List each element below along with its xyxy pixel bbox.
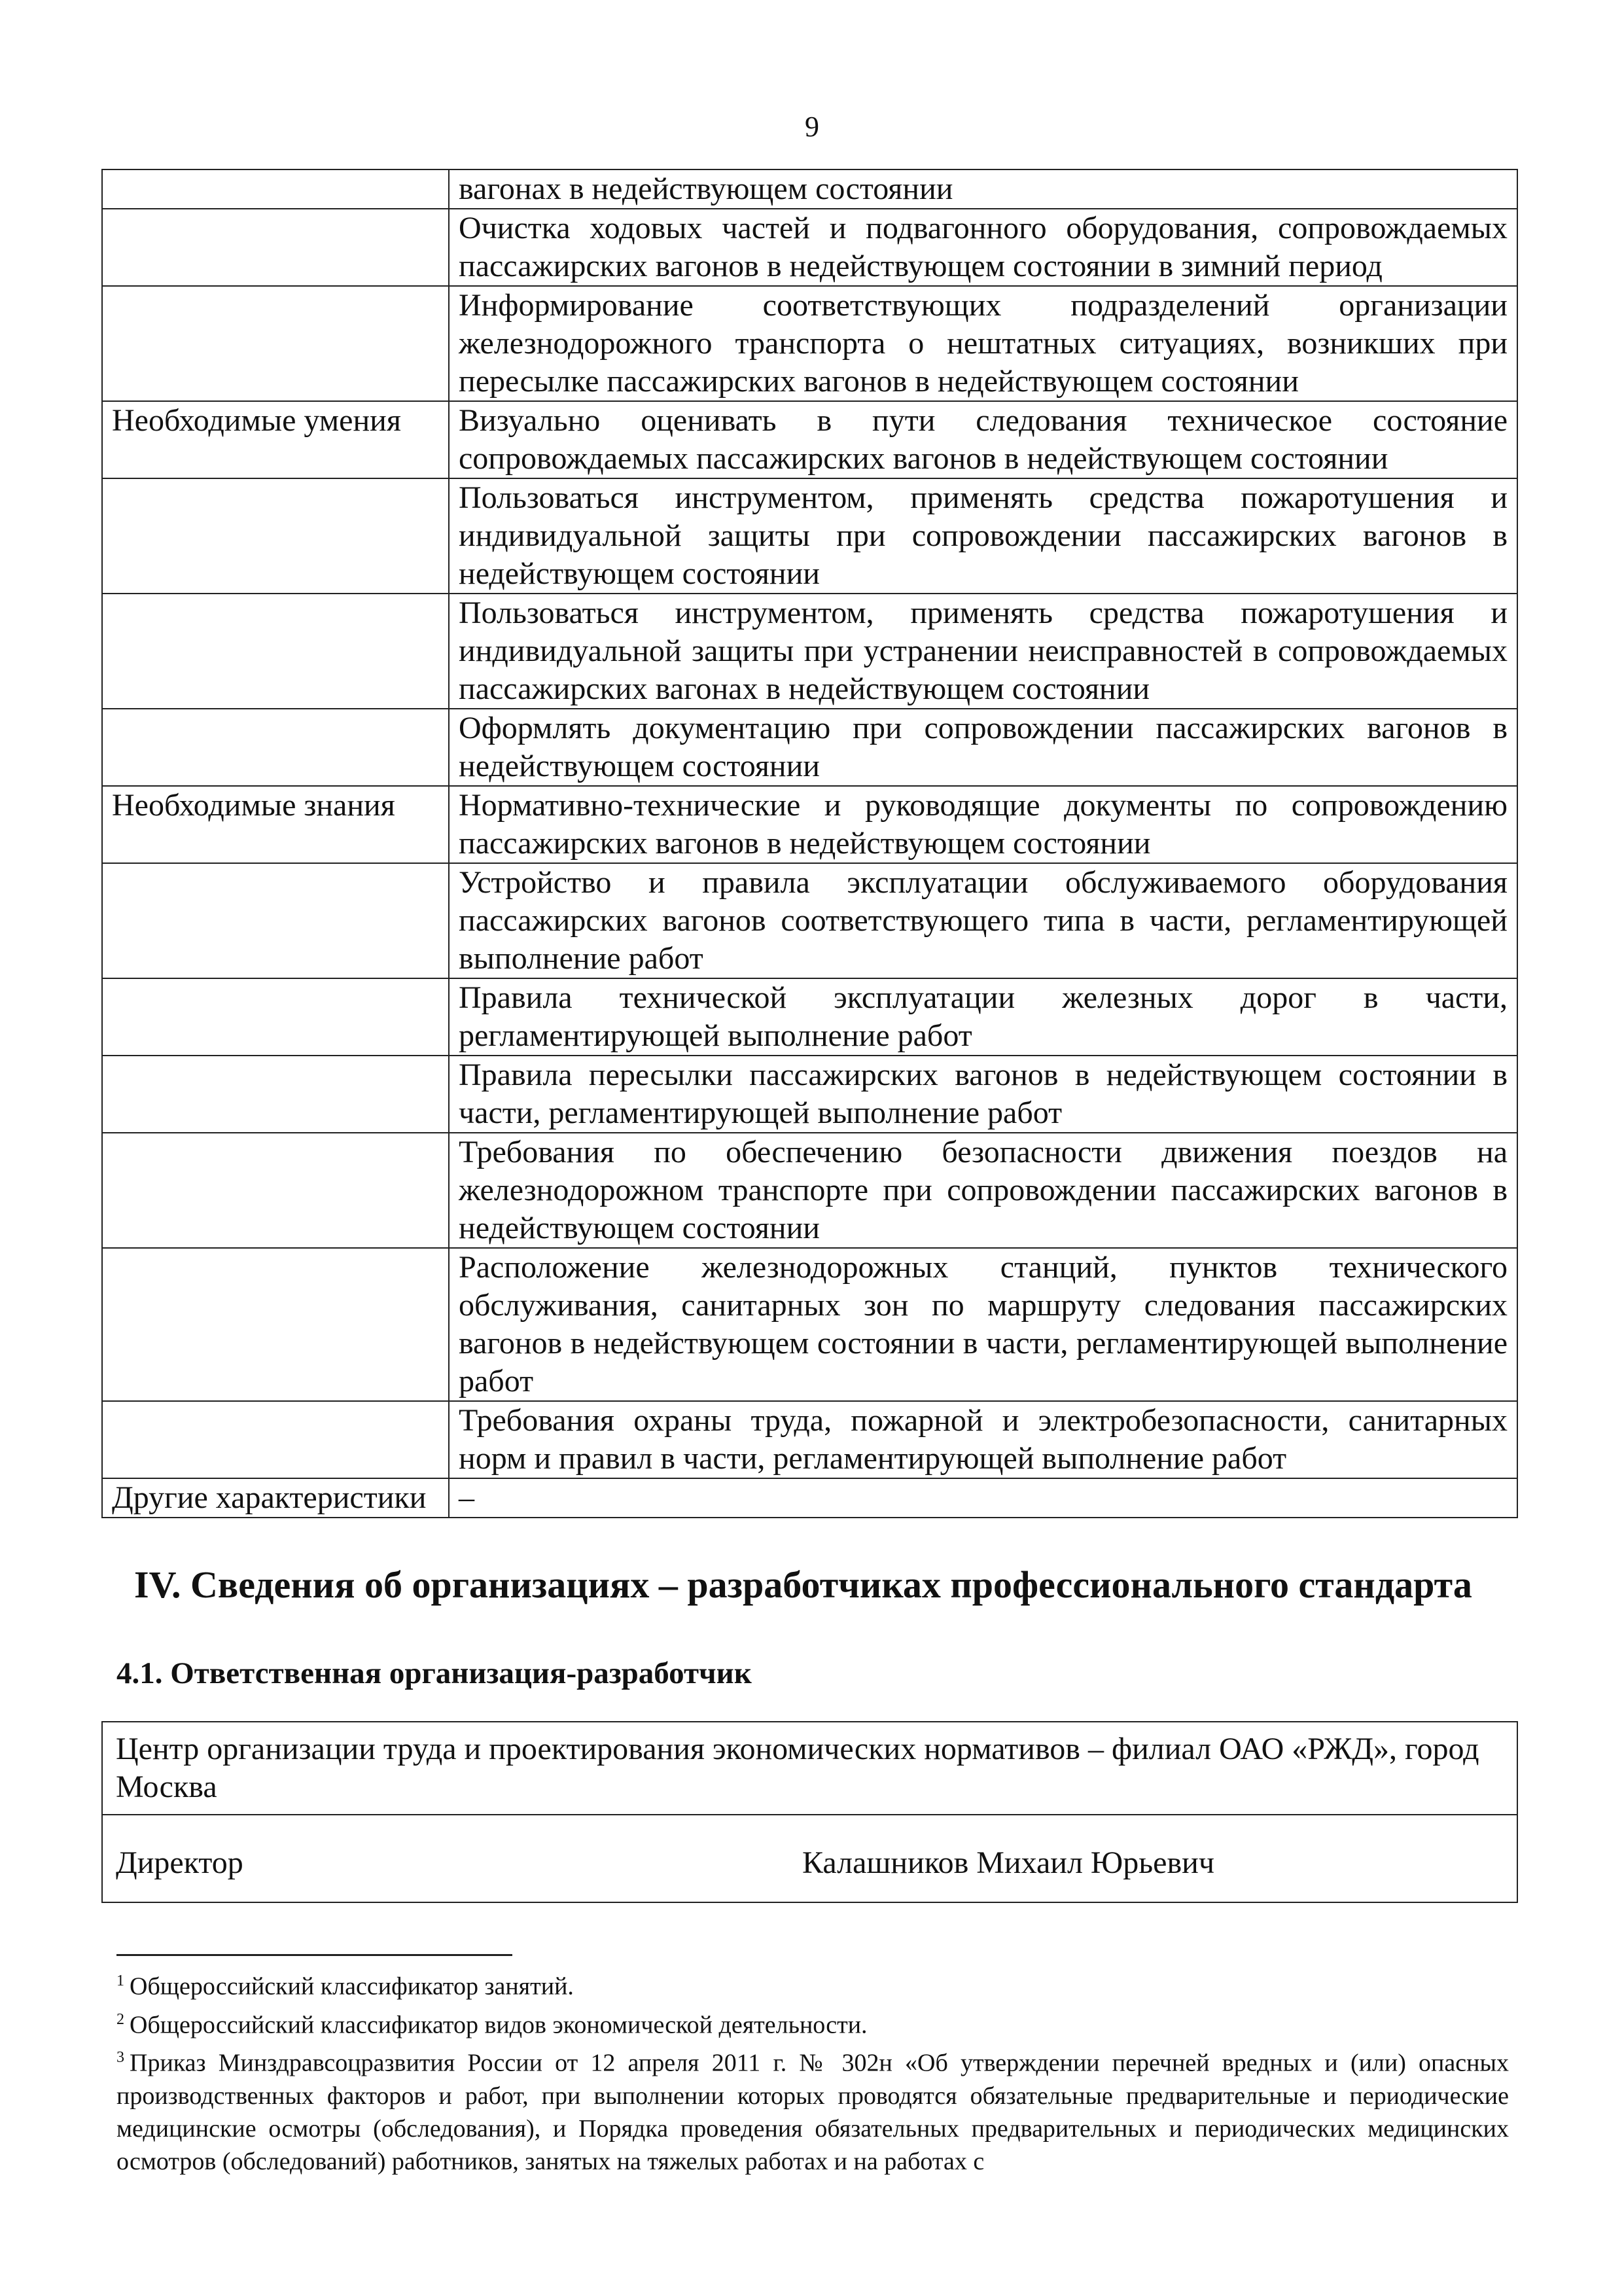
row-value: Требования охраны труда, пожарной и электробезопасности, санитарных норм и правил в части, регламентирующей выполнение работ xyxy=(449,1401,1517,1478)
row-label-skills: Необходимые умения xyxy=(102,401,449,478)
row-label xyxy=(102,1133,449,1248)
table-row xyxy=(102,286,1517,401)
table-row xyxy=(102,401,1517,478)
page-number: 9 xyxy=(805,111,819,143)
row-label xyxy=(102,209,449,286)
row-label-other: Другие характеристики xyxy=(102,1478,449,1518)
row-value: Визуально оценивать в пути следования техническое состояние сопровождаемых пассажирских вагонов в недействующем состоянии xyxy=(449,401,1517,478)
row-label xyxy=(102,478,449,594)
footnote-text: Общероссийский классификатор видов экономической деятельности. xyxy=(130,2011,868,2039)
row-label-knowledge: Необходимые знания xyxy=(102,786,449,863)
table-row xyxy=(102,209,1517,286)
footnotes xyxy=(116,1965,1509,2178)
table-row xyxy=(102,1815,1517,1902)
footnote-number: 1 xyxy=(116,1972,124,1989)
table-row xyxy=(102,1478,1517,1518)
row-value: Оформлять документацию при сопровождении пассажирских вагонов в недействующем состоянии xyxy=(449,709,1517,786)
subsection-heading: 4.1. Ответственная организация-разработчик xyxy=(116,1656,752,1690)
footnote-number: 3 xyxy=(116,2049,124,2067)
row-label xyxy=(102,709,449,786)
row-label xyxy=(102,1401,449,1478)
footnote-number: 2 xyxy=(116,2010,124,2028)
table-row xyxy=(102,786,1517,863)
table-row xyxy=(102,709,1517,786)
table-row xyxy=(102,478,1517,594)
organization-name: Центр организации труда и проектирования экономических нормативов – филиал ОАО «РЖД», город Москва xyxy=(102,1722,1517,1815)
row-value: – xyxy=(449,1478,1517,1518)
footnote-divider xyxy=(116,1954,512,1956)
footnote xyxy=(116,2003,1509,2042)
row-value: Пользоваться инструментом, применять средства пожаротушения и индивидуальной защиты при сопровождении пассажирских вагонов в недействующем состоянии xyxy=(449,478,1517,594)
director-cell xyxy=(102,1815,1517,1902)
row-label xyxy=(102,1248,449,1401)
director-title: Директор xyxy=(116,1845,243,1880)
footnote xyxy=(116,2041,1509,2178)
row-value: Информирование соответствующих подразделений организации железнодорожного транспорта о нештатных ситуациях, возникших при пересылке пассажирских вагонов в недействующем состоянии xyxy=(449,286,1517,401)
table-row xyxy=(102,1056,1517,1133)
row-label xyxy=(102,978,449,1056)
row-label xyxy=(102,169,449,209)
row-value: Устройство и правила эксплуатации обслуживаемого оборудования пассажирских вагонов соответствующего типа в части, регламентирующей выполнение работ xyxy=(449,863,1517,978)
table-row xyxy=(102,1133,1517,1248)
row-value: Правила пересылки пассажирских вагонов в недействующем состоянии в части, регламентирующей выполнение работ xyxy=(449,1056,1517,1133)
row-value: Пользоваться инструментом, применять средства пожаротушения и индивидуальной защиты при устранении неисправностей в сопровождаемых пассажирских вагонах в недействующем состоянии xyxy=(449,594,1517,709)
table-row xyxy=(102,1248,1517,1401)
competency-table xyxy=(101,169,1518,1518)
table-row xyxy=(102,169,1517,209)
section-heading: IV. Сведения об организациях – разработчиках профессионального стандарта xyxy=(134,1563,1472,1606)
table-row xyxy=(102,978,1517,1056)
table-row xyxy=(102,1722,1517,1815)
row-label xyxy=(102,1056,449,1133)
row-value: Расположение железнодорожных станций, пунктов технического обслуживания, санитарных зон по маршруту следования пассажирских вагонов в недействующем состоянии в части, регламентирующей выполнение работ xyxy=(449,1248,1517,1401)
organization-table xyxy=(101,1721,1518,1903)
row-value: Очистка ходовых частей и подвагонного оборудования, сопровождаемых пассажирских вагонов в недействующем состоянии в зимний период xyxy=(449,209,1517,286)
row-value: вагонах в недействующем состоянии xyxy=(449,169,1517,209)
row-value: Нормативно-технические и руководящие документы по сопровождению пассажирских вагонов в недействующем состоянии xyxy=(449,786,1517,863)
table-row xyxy=(102,594,1517,709)
table-row xyxy=(102,1401,1517,1478)
footnote-text: Общероссийский классификатор занятий. xyxy=(130,1972,574,2001)
row-value: Требования по обеспечению безопасности движения поездов на железнодорожном транспорте при сопровождении пассажирских вагонов в недействующем состоянии xyxy=(449,1133,1517,1248)
row-label xyxy=(102,863,449,978)
director-name: Калашников Михаил Юрьевич xyxy=(802,1845,1214,1880)
row-label xyxy=(102,286,449,401)
footnote xyxy=(116,1965,1509,2003)
row-label xyxy=(102,594,449,709)
row-value: Правила технической эксплуатации железных дорог в части, регламентирующей выполнение работ xyxy=(449,978,1517,1056)
table-row xyxy=(102,863,1517,978)
footnote-text: Приказ Минздравсоцразвития России от 12 апреля 2011 г. № 302н «Об утверждении перечней вредных и (или) опасных производственных факторов и работ, при выполнении которых проводятся обязательные предварительные и периодические медицинские осмотры (обследования), и Порядка проведения обязательных предварительных и периодических медицинских осмотров (обследований) работников, занятых на тяжелых работах и на работах с xyxy=(116,2049,1509,2175)
